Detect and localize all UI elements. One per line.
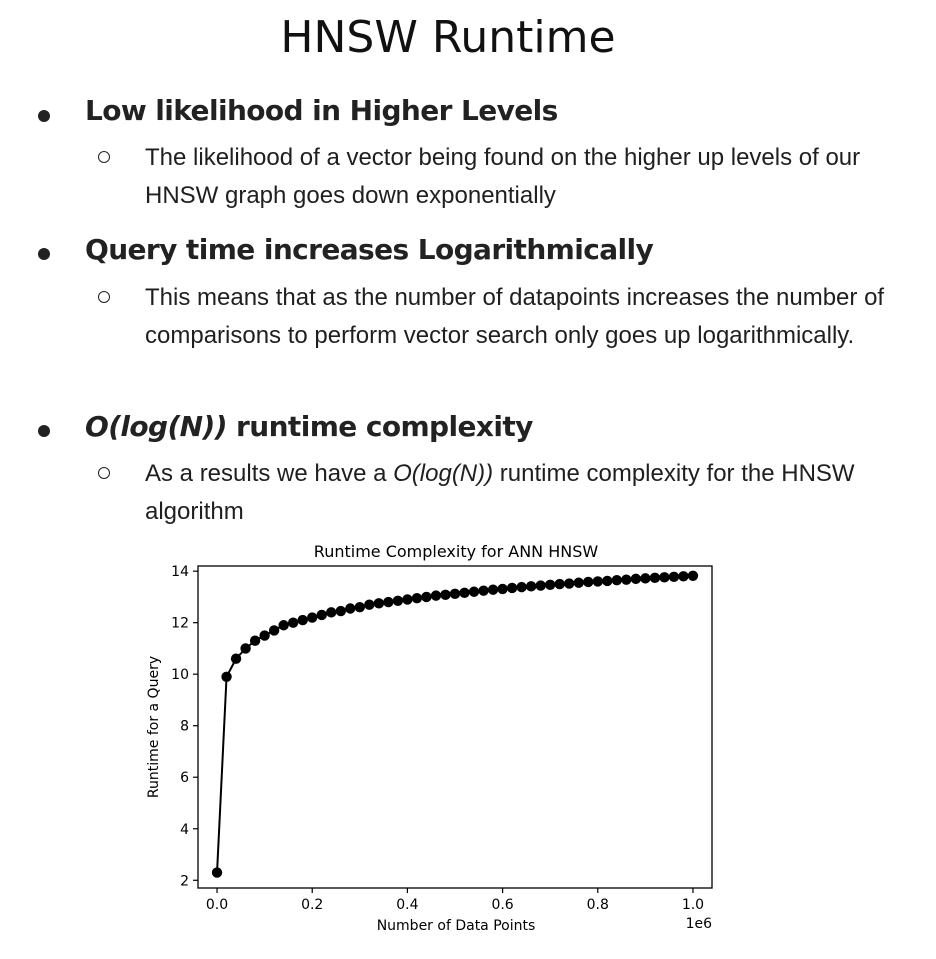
data-point bbox=[564, 578, 574, 588]
y-tick-label: 4 bbox=[180, 821, 189, 838]
data-point bbox=[269, 625, 279, 635]
data-point bbox=[421, 592, 431, 602]
bullet-3-heading bbox=[85, 410, 533, 443]
data-point bbox=[412, 593, 422, 603]
sub-bullet-ring-icon bbox=[98, 467, 110, 479]
big-o-notation: O(log(N)) bbox=[85, 410, 227, 443]
bullet-2-heading: Query time increases Logarithmically bbox=[85, 233, 654, 266]
data-point bbox=[278, 620, 288, 630]
x-axis bbox=[206, 888, 704, 913]
plot-frame bbox=[198, 566, 712, 888]
data-point bbox=[231, 654, 241, 664]
data-point bbox=[345, 603, 355, 613]
x-tick-label: 1.0 bbox=[681, 897, 705, 913]
data-point bbox=[250, 636, 260, 646]
data-point bbox=[612, 575, 622, 585]
data-point bbox=[317, 610, 327, 620]
data-point bbox=[488, 584, 498, 594]
bullet-dot-icon bbox=[38, 110, 50, 122]
y-tick-label: 10 bbox=[171, 667, 189, 684]
y-tick-label: 2 bbox=[180, 873, 189, 890]
data-point bbox=[240, 643, 250, 653]
x-tick-label: 0.4 bbox=[396, 897, 419, 913]
data-point bbox=[688, 571, 698, 581]
data-point bbox=[526, 581, 536, 591]
data-point bbox=[497, 584, 507, 594]
series-polyline bbox=[217, 576, 693, 873]
y-axis bbox=[171, 564, 198, 889]
data-point bbox=[355, 602, 365, 612]
data-point bbox=[298, 615, 308, 625]
sub-bullet-ring-icon bbox=[98, 291, 110, 303]
bullet-dot-icon bbox=[38, 248, 50, 260]
series-line bbox=[217, 576, 693, 873]
data-point bbox=[545, 580, 555, 590]
data-point bbox=[459, 588, 469, 598]
data-point bbox=[469, 587, 479, 597]
data-point bbox=[631, 574, 641, 584]
slide-title: HNSW Runtime bbox=[280, 12, 616, 63]
data-point bbox=[650, 573, 660, 583]
data-point bbox=[336, 606, 346, 616]
data-point bbox=[259, 630, 269, 640]
data-point bbox=[326, 607, 336, 617]
big-o-notation-inline: O(log(N)) bbox=[393, 460, 494, 487]
x-tick-label: 0.2 bbox=[301, 897, 324, 913]
data-point bbox=[364, 599, 374, 609]
bullet-1-heading: Low likelihood in Higher Levels bbox=[85, 94, 558, 127]
data-point bbox=[678, 571, 688, 581]
data-point bbox=[659, 572, 669, 582]
x-axis-label: Number of Data Points bbox=[376, 918, 536, 934]
bullet-3-subtext-pre: As a results we have a bbox=[145, 460, 394, 487]
data-point bbox=[450, 589, 460, 599]
data-point bbox=[478, 586, 488, 596]
y-tick-label: 14 bbox=[171, 564, 189, 581]
bullet-dot-icon bbox=[38, 425, 50, 437]
data-point bbox=[602, 576, 612, 586]
x-tick-label: 0.8 bbox=[586, 897, 609, 913]
data-point bbox=[440, 590, 450, 600]
bullet-1-subtext: The likelihood of a vector being found on the higher up levels of our HNSW graph goes down exponentially bbox=[145, 144, 861, 209]
chart-title: Runtime Complexity for ANN HNSW bbox=[313, 542, 599, 561]
series-points bbox=[212, 571, 698, 878]
data-point bbox=[374, 598, 384, 608]
sub-bullet-ring-icon bbox=[98, 151, 110, 163]
x-tick-label: 0.6 bbox=[491, 897, 514, 913]
data-point bbox=[535, 580, 545, 590]
data-point bbox=[393, 596, 403, 606]
bullet-3-subtext-post: runtime complexity for the HNSW algorithm bbox=[145, 460, 855, 525]
bullet-2-subtext: This means that as the number of datapoints increases the number of comparisons to perform vector search only goes up logarithmically. bbox=[145, 284, 885, 349]
data-point bbox=[583, 577, 593, 587]
data-point bbox=[593, 576, 603, 586]
data-point bbox=[640, 573, 650, 583]
runtime-chart bbox=[140, 535, 740, 940]
data-point bbox=[307, 612, 317, 622]
data-point bbox=[574, 578, 584, 588]
y-tick-label: 12 bbox=[171, 615, 189, 632]
x-offset-label: 1e6 bbox=[685, 916, 712, 932]
x-tick-label: 0.0 bbox=[205, 897, 229, 913]
y-tick-label: 8 bbox=[180, 718, 189, 735]
data-point bbox=[431, 590, 441, 600]
y-tick-label: 6 bbox=[180, 770, 189, 787]
data-point bbox=[383, 597, 393, 607]
data-point bbox=[402, 594, 412, 604]
data-point bbox=[621, 574, 631, 584]
bullet-3-heading-rest: runtime complexity bbox=[226, 410, 533, 443]
data-point bbox=[288, 617, 298, 627]
data-point bbox=[221, 672, 231, 682]
data-point bbox=[669, 572, 679, 582]
data-point bbox=[516, 582, 526, 592]
data-point bbox=[212, 867, 222, 877]
y-axis-label: Runtime for a Query bbox=[146, 655, 162, 799]
bullet-3-subtext bbox=[145, 455, 905, 531]
data-point bbox=[507, 583, 517, 593]
data-point bbox=[555, 579, 565, 589]
